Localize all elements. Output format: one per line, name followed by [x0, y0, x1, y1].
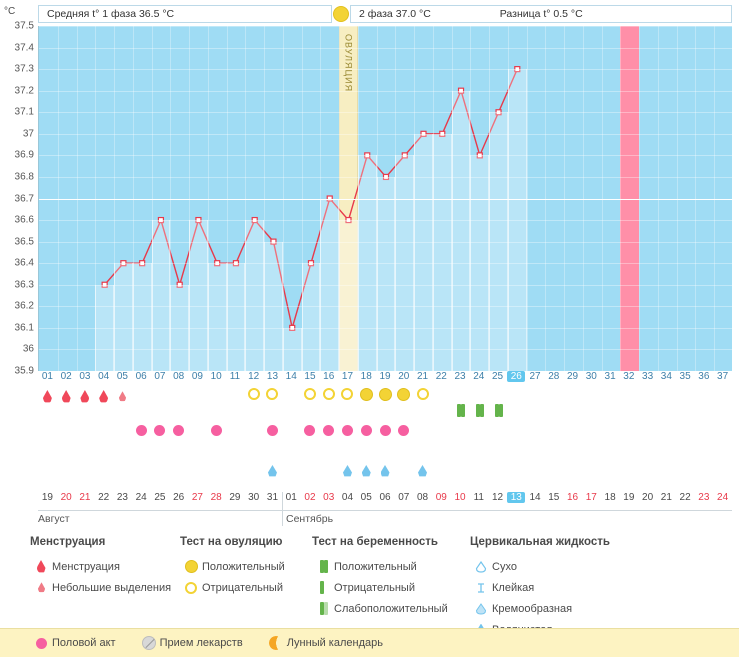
calendar-date-cell[interactable]: 29 — [229, 492, 241, 503]
calendar-date-cell[interactable]: 23 — [698, 492, 710, 503]
phase-difference-label: Разница t° 0.5 °C — [499, 8, 583, 20]
temperature-column — [208, 263, 227, 371]
intercourse-marker[interactable] — [395, 425, 413, 439]
temperature-column — [227, 263, 246, 371]
calendar-date-cell[interactable]: 18 — [604, 492, 616, 503]
cycle-day-cell[interactable]: 15 — [304, 371, 316, 382]
cycle-day-cell[interactable]: 31 — [604, 371, 616, 382]
cycle-day-cell[interactable]: 04 — [98, 371, 110, 382]
y-axis-tick: 36.3 — [14, 279, 34, 291]
legend-label: Положительный — [202, 560, 285, 573]
temperature-column — [339, 220, 358, 371]
intercourse-marker[interactable] — [320, 425, 338, 439]
cycle-day-cell[interactable]: 27 — [529, 371, 541, 382]
intercourse-marker[interactable] — [263, 425, 281, 439]
creamy-icon — [470, 603, 492, 615]
legend-item — [180, 556, 310, 577]
small-drop-icon — [30, 581, 52, 594]
cycle-day-cell[interactable]: 14 — [285, 371, 297, 382]
calendar-date-cell[interactable]: 20 — [60, 492, 72, 503]
calendar-date-cell[interactable]: 13 — [507, 492, 525, 503]
ovulation-band-label: ОВУЛЯЦИЯ — [343, 34, 354, 93]
cervical-fluid-row[interactable] — [38, 465, 732, 487]
gridline — [39, 48, 732, 49]
legend-moon — [265, 636, 383, 650]
cycle-day-cell[interactable]: 36 — [698, 371, 710, 382]
intercourse-marker[interactable] — [207, 425, 225, 439]
calendar-date-cell[interactable]: 25 — [154, 492, 166, 503]
cycle-day-cell[interactable]: 03 — [79, 371, 91, 382]
calendar-date-cell[interactable]: 19 — [623, 492, 635, 503]
gridline-v — [639, 26, 640, 371]
calendar-date-cell[interactable]: 11 — [473, 492, 484, 503]
gridline-v — [564, 26, 565, 371]
temperature-column — [470, 155, 489, 371]
calendar-date-cell[interactable]: 26 — [173, 492, 185, 503]
calendar-date-cell[interactable]: 06 — [379, 492, 391, 503]
intercourse-marker[interactable] — [132, 425, 150, 439]
temperature-column — [302, 263, 321, 371]
cycle-day-cell[interactable]: 28 — [548, 371, 560, 382]
ovulation-test-negative[interactable] — [320, 388, 338, 403]
cycle-day-cell[interactable]: 23 — [454, 371, 466, 382]
y-axis-tick: 37.3 — [14, 63, 34, 75]
y-axis-tick: 35.9 — [14, 365, 34, 377]
temperature-column — [320, 199, 339, 372]
legend-label: Небольшие выделения — [52, 581, 172, 594]
legend-label: Половой акт — [52, 637, 116, 649]
gridline-v — [620, 26, 621, 371]
ovulation-marker-icon — [333, 6, 349, 22]
legend-label: Отрицательный — [202, 581, 283, 594]
cycle-day-cell[interactable]: 16 — [323, 371, 335, 382]
temperature-column — [377, 177, 396, 371]
cervical-fluid-marker[interactable] — [376, 465, 394, 480]
intercourse-marker[interactable] — [170, 425, 188, 439]
y-axis-tick: 36.8 — [14, 171, 34, 183]
ovulation-test-positive[interactable] — [357, 388, 375, 404]
temperature-column — [452, 91, 471, 371]
cycle-day-cell[interactable]: 22 — [435, 371, 447, 382]
calendar-date-row[interactable] — [38, 492, 732, 510]
temperature-column — [414, 134, 433, 371]
calendar-date-cell[interactable]: 05 — [360, 492, 372, 503]
gridline — [39, 26, 732, 27]
legend-item — [30, 577, 180, 598]
cycle-day-cell[interactable]: 12 — [248, 371, 260, 382]
cycle-day-cell[interactable]: 25 — [491, 371, 504, 382]
gridline-v — [58, 26, 59, 371]
sticky-icon — [470, 582, 492, 594]
legend-pregnancy-title: Тест на беременность — [312, 536, 438, 548]
gridline — [39, 91, 732, 92]
intercourse-marker[interactable] — [376, 425, 394, 439]
gridline — [39, 69, 732, 70]
legend-label: Менструация — [52, 560, 120, 573]
intercourse-marker[interactable] — [151, 425, 169, 439]
intercourse-marker[interactable] — [301, 425, 319, 439]
cycle-day-cell[interactable]: 26 — [507, 371, 525, 382]
y-axis-tick: 36.2 — [14, 300, 34, 312]
legend-item — [470, 556, 690, 577]
y-axis-tick: 37.4 — [14, 42, 34, 54]
y-axis-tick: 36.5 — [14, 236, 34, 248]
calendar-date-cell[interactable]: 07 — [398, 492, 410, 503]
calendar-date-cell[interactable]: 02 — [304, 492, 316, 503]
calendar-date-cell[interactable]: 17 — [585, 492, 597, 503]
cycle-day-cell[interactable]: 11 — [229, 371, 241, 382]
open-circle-icon — [180, 582, 202, 594]
y-axis-tick: 36.4 — [14, 257, 34, 269]
phase1-summary — [38, 5, 332, 23]
y-axis-tick: 37.5 — [14, 20, 34, 32]
gridline-v — [677, 26, 678, 371]
y-axis-tick: 37.2 — [14, 85, 34, 97]
ovulation-test-negative[interactable] — [338, 388, 356, 403]
calendar-date-cell[interactable]: 28 — [210, 492, 222, 503]
calendar-date-cell[interactable]: 03 — [323, 492, 335, 503]
drop-icon — [30, 560, 52, 573]
legend-ovulation-title: Тест на овуляцию — [180, 536, 283, 548]
temperature-column — [508, 69, 527, 371]
calendar-date-cell[interactable]: 30 — [248, 492, 260, 503]
ovulation-test-negative[interactable] — [245, 388, 263, 403]
cycle-day-cell[interactable]: 09 — [191, 371, 203, 382]
cycle-day-cell[interactable]: 07 — [154, 371, 166, 382]
calendar-date-cell[interactable]: 21 — [79, 492, 91, 503]
bottom-legend-bar — [0, 628, 739, 657]
cycle-day-cell[interactable]: 19 — [379, 371, 391, 382]
temperature-column — [395, 155, 414, 371]
calendar-date-cell[interactable]: 31 — [266, 492, 279, 503]
calendar-date-cell[interactable]: 10 — [454, 492, 466, 503]
cervical-fluid-marker[interactable] — [357, 465, 375, 480]
calendar-date-cell[interactable]: 19 — [41, 492, 53, 503]
gridline — [39, 112, 732, 113]
cycle-day-cell[interactable]: 30 — [585, 371, 597, 382]
temperature-column — [283, 328, 302, 371]
calendar-date-cell[interactable]: 23 — [116, 492, 128, 503]
calendar-date-cell[interactable]: 04 — [341, 492, 354, 503]
dry-icon — [470, 561, 492, 573]
cervical-fluid-marker[interactable] — [263, 465, 281, 480]
temperature-column — [189, 220, 208, 371]
intercourse-row[interactable] — [38, 425, 732, 447]
cervical-fluid-marker[interactable] — [338, 465, 356, 480]
ovulation-test-positive[interactable] — [395, 388, 413, 404]
legend-item — [312, 577, 472, 598]
cycle-day-cell[interactable]: 06 — [135, 371, 147, 382]
gridline-v — [695, 26, 696, 371]
gridline-v — [77, 26, 78, 371]
month-separator — [282, 492, 283, 526]
calendar-date-cell[interactable]: 21 — [660, 492, 672, 503]
y-axis-tick: 36.9 — [14, 149, 34, 161]
ovulation-test-positive[interactable] — [376, 388, 394, 404]
gridline — [39, 134, 732, 135]
legend-menstruation-title: Менструация — [30, 536, 106, 548]
gridline-v — [545, 26, 546, 371]
legend-label: Кремообразная — [492, 602, 573, 615]
cycle-day-cell[interactable]: 17 — [341, 371, 354, 382]
gridline-v — [658, 26, 659, 371]
cycle-day-cell[interactable]: 32 — [623, 371, 635, 382]
y-axis-tick: 36 — [22, 343, 34, 355]
legend-intercourse — [30, 637, 116, 649]
temperature-column — [489, 112, 508, 371]
temperature-column — [170, 285, 189, 371]
temperature-column — [133, 263, 152, 371]
legend-item — [470, 577, 690, 598]
calendar-date-cell[interactable]: 27 — [191, 492, 203, 503]
ovulation-test-negative[interactable] — [301, 388, 319, 403]
faint-green-bars-icon — [312, 602, 334, 615]
intercourse-marker[interactable] — [357, 425, 375, 439]
temperature-chart — [38, 26, 732, 371]
calendar-date-cell[interactable]: 01 — [285, 492, 297, 503]
temperature-column — [114, 263, 133, 371]
temperature-column — [95, 285, 114, 371]
pregnancy-test-marker[interactable] — [489, 404, 507, 420]
phase1-label: Средняя t° 1 фаза 36.5 °C — [47, 8, 175, 20]
intercourse-marker[interactable] — [338, 425, 356, 439]
legend-label: Положительный — [334, 560, 417, 573]
calendar-date-cell[interactable]: 22 — [98, 492, 110, 503]
legend-label: Отрицательный — [334, 581, 415, 594]
pregnancy-test-marker[interactable] — [470, 404, 488, 420]
gridline-v — [583, 26, 584, 371]
calendar-date-cell[interactable]: 24 — [135, 492, 147, 503]
cycle-day-cell[interactable]: 20 — [398, 371, 410, 382]
temperature-column — [152, 220, 171, 371]
legend-item — [470, 598, 690, 619]
calendar-date-cell[interactable]: 12 — [491, 492, 504, 503]
cycle-day-cell[interactable]: 35 — [679, 371, 691, 382]
legend-label: Лунный календарь — [286, 637, 383, 649]
temperature-column — [358, 155, 377, 371]
legend-label: Слабоположительный — [334, 602, 448, 615]
pregnancy-test-marker[interactable] — [451, 404, 469, 420]
filled-circle-icon — [180, 560, 202, 573]
temperature-column — [433, 134, 452, 371]
calendar-date-cell[interactable]: 14 — [529, 492, 541, 503]
cycle-day-cell[interactable]: 05 — [116, 371, 128, 382]
temperature-column — [245, 220, 264, 371]
y-axis-tick: 36.7 — [14, 193, 34, 204]
cycle-day-cell[interactable]: 24 — [473, 371, 485, 382]
calendar-date-cell[interactable]: 16 — [567, 492, 579, 503]
cycle-day-cell[interactable]: 18 — [360, 371, 372, 382]
temperature-column — [264, 242, 283, 371]
legend-item — [30, 556, 180, 577]
ovulation-test-negative[interactable] — [263, 388, 281, 403]
two-green-bars-icon — [312, 560, 334, 573]
cycle-day-cell[interactable]: 08 — [173, 371, 185, 382]
cycle-day-cell[interactable]: 10 — [210, 371, 222, 382]
phase2-summary — [350, 5, 732, 23]
y-axis-tick: 37.1 — [14, 106, 34, 118]
calendar-date-cell[interactable]: 20 — [642, 492, 654, 503]
pink-dot-icon — [30, 638, 52, 649]
calendar-date-cell[interactable]: 09 — [435, 492, 447, 503]
legend-item — [312, 556, 472, 577]
pill-icon — [138, 636, 160, 650]
y-axis-tick: 37 — [22, 128, 34, 140]
month-label-right: Сентябрь — [286, 513, 334, 525]
degree-unit-label: °C — [4, 6, 16, 17]
legend-item — [312, 598, 472, 619]
gridline-v — [283, 26, 284, 371]
phase2-label: 2 фаза 37.0 °C — [359, 8, 431, 20]
legend-label: Сухо — [492, 560, 517, 573]
y-axis-tick: 36.6 — [14, 214, 34, 226]
month-axis — [38, 510, 732, 526]
one-green-bar-icon — [312, 581, 334, 594]
ovulation-test-negative[interactable] — [414, 388, 432, 403]
calendar-date-cell[interactable]: 24 — [717, 492, 729, 503]
cycle-day-row[interactable] — [38, 371, 732, 389]
cervical-fluid-marker[interactable] — [414, 465, 432, 480]
legend-item — [180, 577, 310, 598]
cycle-day-cell[interactable]: 34 — [660, 371, 672, 382]
moon-icon — [265, 636, 287, 650]
cycle-day-cell[interactable]: 02 — [60, 371, 72, 382]
gridline-v — [714, 26, 715, 371]
cycle-day-cell[interactable]: 13 — [266, 371, 279, 382]
y-axis-tick: 36.1 — [14, 322, 34, 334]
gridline-v — [602, 26, 603, 371]
cycle-day-cell[interactable]: 21 — [416, 371, 429, 382]
cycle-day-cell[interactable]: 33 — [642, 371, 654, 382]
calendar-date-cell[interactable]: 22 — [679, 492, 691, 503]
legend-fluid-title: Цервикальная жидкость — [470, 536, 610, 548]
month-label-left: Август — [38, 513, 70, 525]
cycle-day-cell[interactable]: 01 — [41, 371, 53, 382]
calendar-date-cell[interactable]: 15 — [548, 492, 560, 503]
legend-ovulation-test — [180, 536, 310, 598]
legend-label: Клейкая — [492, 581, 535, 594]
legend-menstruation — [30, 536, 180, 598]
calendar-date-cell[interactable]: 08 — [416, 492, 429, 503]
gridline — [39, 155, 732, 156]
cycle-day-cell[interactable]: 29 — [567, 371, 579, 382]
gridline-v — [527, 26, 528, 371]
legend-label: Прием лекарств — [159, 637, 243, 649]
legend-medication — [138, 636, 243, 650]
cycle-day-cell[interactable]: 37 — [717, 371, 729, 382]
legend-pregnancy-test — [312, 536, 472, 619]
pregnancy-test-row[interactable] — [38, 404, 732, 426]
